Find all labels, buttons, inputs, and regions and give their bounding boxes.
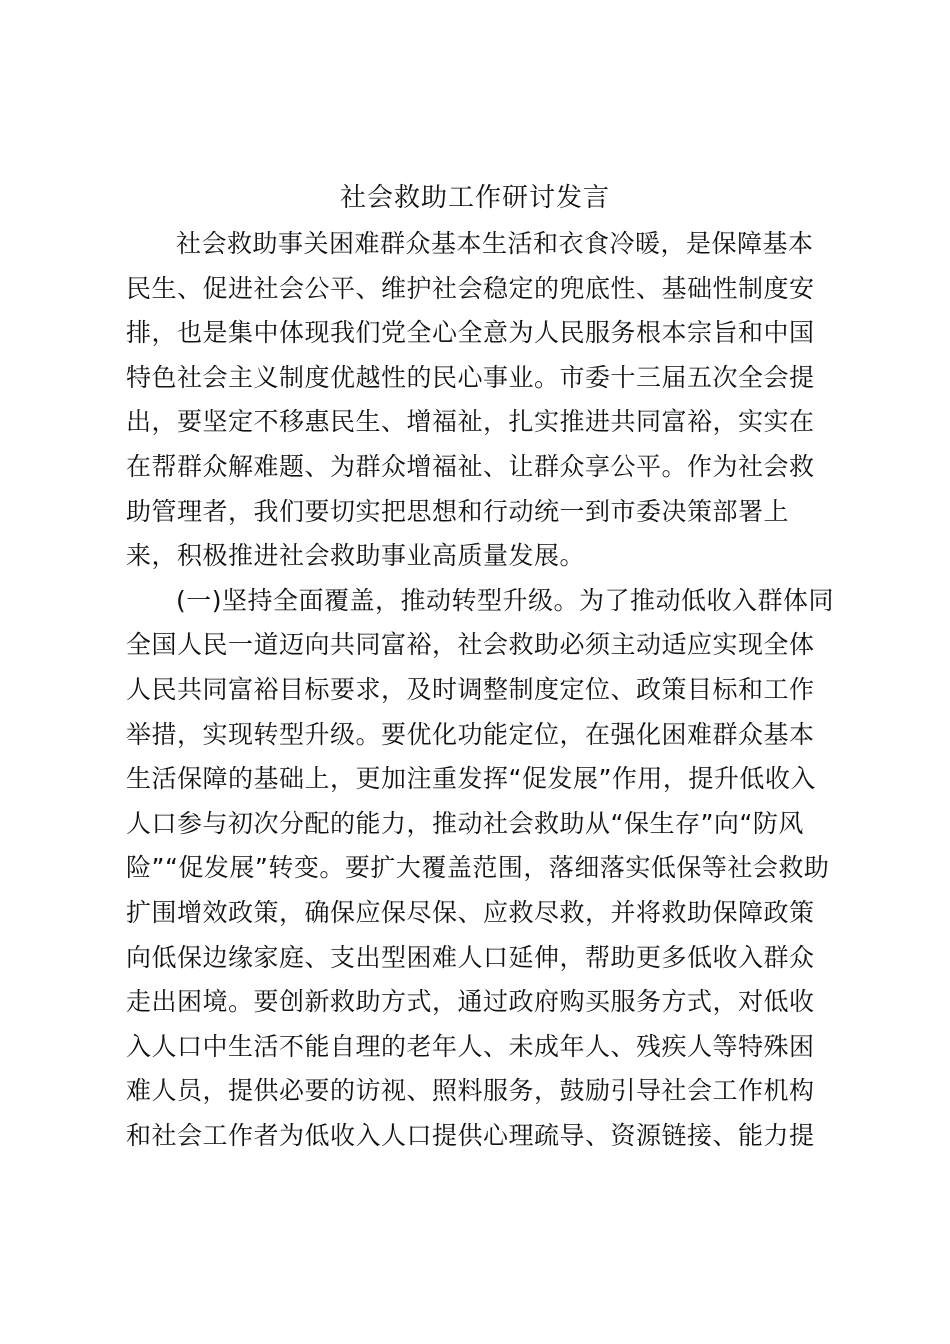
text-line: 社会救助事关困难群众基本生活和衣食冷暖，是保障基本: [176, 229, 814, 258]
text-line: 特色社会主义制度优越性的民心事业。市委十三届五次全会提: [126, 362, 815, 392]
text-line: (一)坚持全面覆盖，推动转型升级。为了推动低收入群体同: [176, 585, 835, 615]
text-line: 举措，实现转型升级。要优化功能定位，在强化困难群众基本: [126, 719, 815, 749]
text-line: 人民共同富裕目标要求，及时调整制度定位、政策目标和工作: [126, 674, 815, 704]
text-line: 在帮群众解难题、为群众增福祉、让群众享公平。作为社会救: [126, 451, 815, 481]
text-line: 向低保边缘家庭、支出型困难人口延伸，帮助更多低收入群众: [126, 942, 815, 972]
text-line: 险”“促发展”转变。要扩大覆盖范围，落细落实低保等社会救助: [126, 853, 830, 883]
text-line: 助管理者，我们要切实把思想和行动统一到市委决策部署上: [126, 496, 790, 526]
text-line: 走出困境。要创新救助方式，通过政府购买服务方式，对低收: [126, 987, 815, 1017]
text-line: 难人员，提供必要的访视、照料服务，鼓励引导社会工作机构: [126, 1076, 815, 1106]
document-title: 社会救助工作研讨发言: [339, 183, 610, 213]
text-line: 扩围增效政策，确保应保尽保、应救尽救，并将救助保障政策: [126, 897, 815, 927]
text-line: 入人口中生活不能自理的老年人、未成年人、残疾人等特殊困: [126, 1031, 815, 1061]
text-line: 排，也是集中体现我们党全心全意为人民服务根本宗旨和中国: [126, 318, 815, 348]
text-line: 人口参与初次分配的能力，推动社会救助从“保生存”向“防风: [126, 808, 804, 838]
paragraph-1: [126, 222, 826, 579]
text-line: 来，积极推进社会救助事业高质量发展。: [126, 541, 586, 571]
text-line: 全国人民一道迈向共同富裕，社会救助必须主动适应实现全体: [126, 630, 815, 660]
text-line: 出，要坚定不移惠民生、增福祉，扎实推进共同富裕，实实在: [126, 407, 815, 437]
text-line: 民生、促进社会公平、维护社会稳定的兜底性、基础性制度安: [126, 273, 815, 303]
document-body: [126, 222, 835, 1158]
text-line: 和社会工作者为低收入人口提供心理疏导、资源链接、能力提: [126, 1120, 815, 1150]
paragraph-2: [126, 579, 835, 1159]
text-line: 生活保障的基础上，更加注重发挥“促发展”作用，提升低收入: [126, 764, 816, 794]
